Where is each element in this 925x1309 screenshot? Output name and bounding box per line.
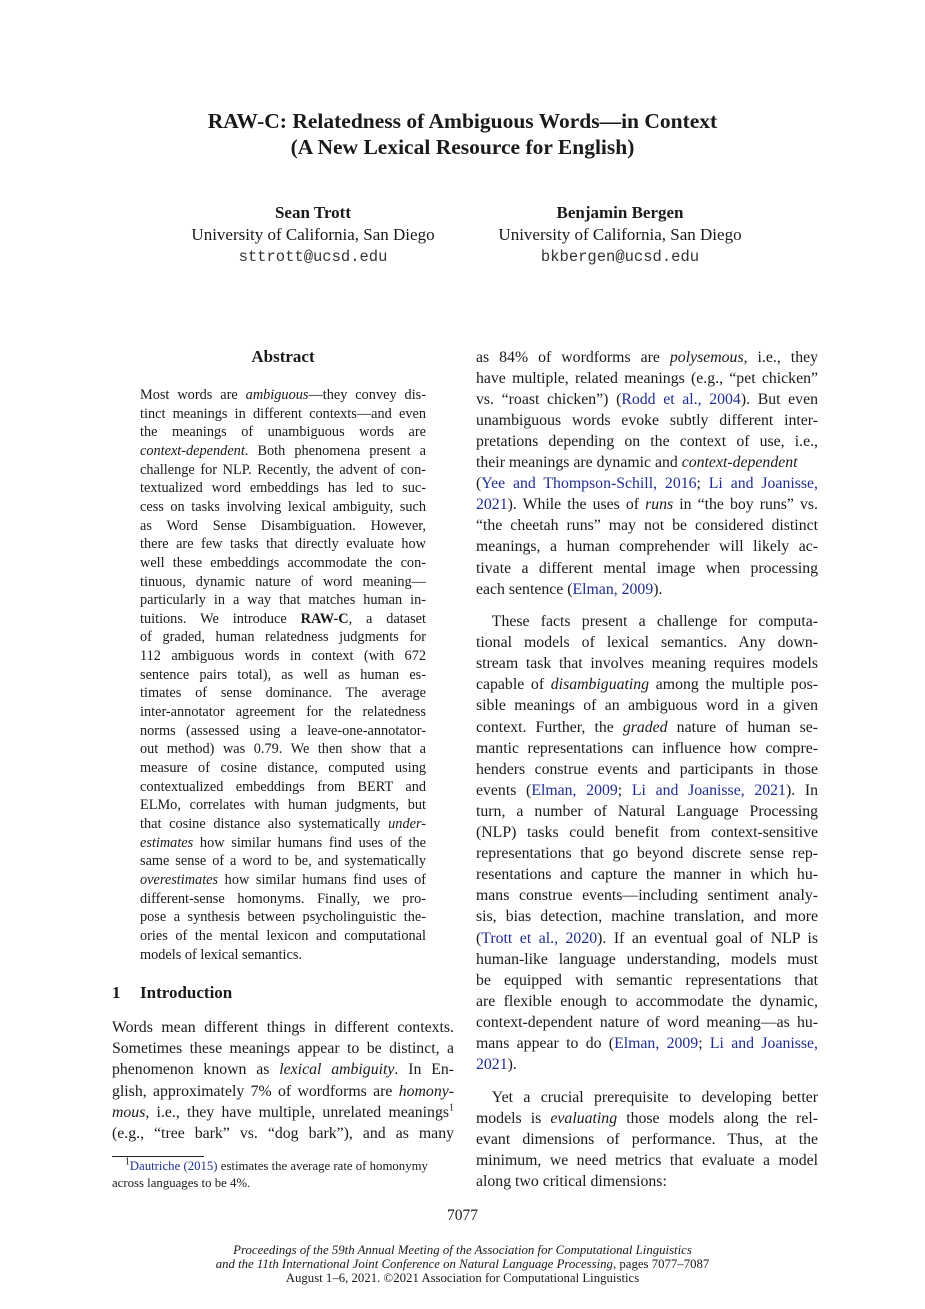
text-span: ( (476, 929, 482, 947)
text-line (476, 864, 818, 885)
text-line (476, 653, 818, 674)
citation-link[interactable]: Elman, 2009 (614, 1035, 699, 1052)
text-span: each sentence ( (476, 580, 573, 598)
text-line (476, 1054, 818, 1075)
text-span: tinct meanings in different contexts—and even (140, 405, 426, 422)
citation-link[interactable]: Elman, 2009 (531, 781, 618, 799)
text-span: context-dependent nature of word meaning—as hu- (476, 1013, 818, 1031)
text-span: ; (698, 1035, 710, 1052)
text-span: ). While the uses of (507, 496, 646, 514)
text-line (476, 1129, 818, 1150)
text-span: in “the boy runs” vs. (673, 496, 818, 514)
text-span: how similar humans find uses of the (193, 834, 426, 851)
citation-link[interactable]: Yee and Thompson-Schill, 2016 (481, 475, 697, 493)
page-number: 7077 (447, 1207, 478, 1224)
text-line (140, 628, 426, 647)
italic-term: disambiguating (550, 676, 650, 694)
author-name: Benjamin Bergen (556, 203, 684, 222)
citation-link[interactable]: Li and Joanisse, 2021 (631, 781, 786, 799)
text-span: , a dataset (348, 610, 426, 627)
citation-link[interactable]: Dautriche (2015) (129, 1159, 218, 1173)
text-span: well these embeddings accommodate the con- (140, 554, 426, 571)
text-line (140, 666, 426, 685)
bold-term: RAW-C (300, 610, 349, 627)
citation-link[interactable]: 2021 (476, 496, 508, 514)
text-span: “the cheetah runs” may not be considered distinct (476, 517, 818, 535)
text-line (140, 815, 426, 834)
text-span: ). (507, 1056, 517, 1074)
text-line (140, 796, 426, 815)
text-span: the meanings of unambiguous words are (140, 424, 426, 441)
text-line (476, 928, 818, 949)
text-line (476, 906, 818, 927)
paper-title-line-1: RAW-C: Relatedness of Ambiguous Words—in Context (207, 109, 718, 133)
text-line (112, 1123, 454, 1144)
text-span: ELMo, correlates with human judgments, but (140, 797, 426, 814)
italic-term: runs (645, 496, 674, 514)
text-line (140, 684, 426, 703)
italic-term: homony- (398, 1082, 454, 1100)
text-span: estimates the average rate of homonymy (217, 1159, 428, 1173)
text-line (476, 632, 818, 653)
text-line (476, 843, 818, 864)
text-line (476, 695, 818, 716)
text-line (112, 1102, 454, 1123)
text-line (476, 717, 818, 738)
text-span: glish, approximately 7% of wordforms are (112, 1082, 399, 1100)
text-span: minimum, we need metrics that evaluate a model (476, 1152, 818, 1170)
text-span: meanings, a human comprehender will likely ac- (476, 538, 818, 556)
text-line (140, 927, 426, 946)
text-span: mans construe events—including sentiment analy- (476, 887, 818, 905)
text-span: cess on tasks involving lexical ambiguity, such (140, 498, 426, 515)
author-email[interactable]: sttrott@ucsd.edu (238, 248, 388, 266)
text-span: timates of sense dominance. The average (140, 685, 426, 702)
text-span (112, 1159, 125, 1173)
text-line (140, 722, 426, 741)
text-span: how similar humans find uses of (218, 871, 426, 888)
text-span: Most words are (140, 387, 246, 403)
text-line (140, 479, 426, 498)
text-span: models is (476, 1110, 551, 1128)
text-span: tivate a different mental image when processing (476, 559, 818, 577)
text-span: events ( (476, 781, 532, 799)
text-line (476, 494, 818, 515)
section-title: Introduction (140, 983, 233, 1002)
text-line (140, 778, 426, 797)
section-number: 1 (112, 983, 121, 1002)
text-line (476, 801, 818, 822)
text-line (112, 1059, 454, 1080)
text-span: among the multiple pos- (649, 676, 818, 694)
text-line (140, 703, 426, 722)
text-span: representations that go beyond discrete sense rep- (476, 845, 818, 863)
text-span: , i.e., they (743, 349, 819, 366)
text-line (476, 473, 818, 494)
text-span: sible meanings of an ambiguous word in a given (476, 697, 818, 715)
venue-conference: and the 11th International Joint Conference on Natural Language Processing (215, 1257, 613, 1271)
text-span: These facts present a challenge for computa- (476, 613, 818, 630)
text-span: textualized word embeddings has led to suc- (140, 480, 426, 497)
text-span: ; (617, 781, 632, 799)
text-span: mantic representations can influence how compre- (476, 739, 818, 757)
italic-term: evaluating (550, 1110, 618, 1128)
text-line (476, 536, 818, 557)
section-heading-introduction (112, 983, 232, 1003)
text-line (112, 1158, 454, 1175)
text-line (476, 410, 818, 431)
text-line (140, 573, 426, 592)
italic-term: ambiguous (245, 387, 309, 403)
footnote-marker[interactable]: 1 (449, 1102, 454, 1114)
text-span: stream task that involves meaning requires models (476, 655, 818, 673)
text-span: nature of human se- (667, 718, 818, 736)
citation-link[interactable]: Elman, 2009 (572, 580, 654, 598)
text-line (140, 871, 426, 890)
text-line (476, 674, 818, 695)
italic-term: mous (112, 1103, 146, 1121)
text-span: pose a synthesis between psycholinguistic the- (140, 909, 426, 926)
text-line (112, 1017, 454, 1038)
text-span: contextualized embeddings from BERT and (140, 778, 426, 795)
text-span: ). (653, 580, 663, 598)
text-line (140, 535, 426, 554)
venue-line-3: August 1–6, 2021. ©2021 Association for Computational Linguistics (285, 1271, 640, 1285)
text-span: out method) was 0.79. We then show that a (140, 741, 426, 758)
author-affiliation: University of California, San Diego (191, 225, 435, 244)
italic-term: overestimates (140, 871, 219, 888)
venue-pages: , pages 7077–7087 (612, 1257, 710, 1271)
text-span: turn, a number of Natural Language Processing (476, 802, 818, 820)
text-span: same sense of a word to be, and systematically (140, 853, 426, 870)
text-span: Words mean different things in different contexts. (112, 1019, 454, 1036)
text-line (476, 970, 818, 991)
italic-term: polysemous (669, 349, 744, 366)
text-span: ( (476, 475, 482, 493)
venue-line-2 (0, 1258, 925, 1272)
text-line (476, 1012, 818, 1033)
text-span: that cosine distance also systematically (140, 815, 389, 832)
text-span: unambiguous words evoke subtly different inter- (476, 412, 818, 430)
text-line (476, 1087, 818, 1108)
text-span: sentence pairs total), as well as human es- (140, 666, 426, 683)
text-span: models of lexical semantics. (140, 946, 302, 963)
text-line (140, 461, 426, 480)
citation-link[interactable]: Rodd et al., 2004 (621, 391, 741, 409)
text-line (476, 579, 818, 600)
text-line (140, 517, 426, 536)
citation-link[interactable]: 2021 (476, 1056, 508, 1074)
text-line (476, 738, 818, 759)
text-span: , i.e., they have multiple, unrelated meanings (145, 1103, 449, 1121)
text-span: . In En- (394, 1061, 454, 1079)
citation-link[interactable]: Li and Joanisse, (708, 475, 818, 493)
text-span: Sometimes these meanings appear to be distinct, a (112, 1040, 454, 1058)
text-span: tuitions. We introduce (140, 610, 301, 627)
italic-term: lexical ambiguity (279, 1061, 395, 1079)
text-line (140, 591, 426, 610)
text-line (476, 822, 818, 843)
citation-link[interactable]: Trott et al., 2020 (481, 929, 598, 947)
text-line (140, 647, 426, 666)
text-line (476, 1108, 818, 1129)
author-email[interactable]: bkbergen@ucsd.edu (540, 248, 700, 266)
text-line (140, 834, 426, 853)
text-span: context. Further, the (476, 718, 623, 736)
text-span: tional models of lexical semantics. Any down- (476, 634, 818, 652)
author-block-1 (153, 202, 473, 268)
text-line (476, 452, 818, 473)
text-line (140, 890, 426, 909)
text-span: sis, bias detection, machine translation, and more (476, 908, 818, 926)
text-span: (NLP) tasks could benefit from context-sensitive (476, 824, 818, 841)
text-span: norms (assessed using a leave-one-annotator- (140, 722, 426, 739)
author-name: Sean Trott (274, 203, 352, 222)
text-span: ories of the mental lexicon and computational (140, 927, 426, 944)
text-line (140, 405, 426, 424)
paper-title-line-2: (A New Lexical Resource for English) (290, 135, 635, 159)
text-span: . Both phenomena present a (244, 442, 426, 459)
text-line (476, 780, 818, 801)
text-line (140, 498, 426, 517)
footnote-marker[interactable]: 1 (124, 1156, 130, 1168)
italic-term: context-dependent (681, 454, 798, 472)
text-line (476, 759, 818, 780)
text-line (140, 759, 426, 778)
text-span: phenomenon known as (112, 1061, 280, 1079)
text-span: henders construe events and participants in those (476, 760, 818, 778)
text-span: ; (696, 475, 709, 493)
abstract-heading: Abstract (251, 347, 315, 366)
text-line (476, 389, 818, 410)
text-span: human-like language understanding, models must (476, 950, 818, 968)
text-span: resentations and capture the manner in which hu- (476, 866, 818, 884)
citation-link[interactable]: Li and Joanisse, (709, 1035, 818, 1052)
text-span: measure of cosine distance, computed using (140, 760, 426, 776)
text-line (140, 852, 426, 871)
text-span: capable of (476, 676, 551, 694)
text-line (140, 610, 426, 629)
italic-term: estimates (140, 834, 194, 851)
text-span: their meanings are dynamic and (476, 454, 682, 472)
text-span: Yet a crucial prerequisite to developing better (476, 1089, 818, 1106)
text-span: there are few tasks that directly evaluate how (140, 536, 426, 553)
text-line (476, 347, 818, 368)
text-line (140, 442, 426, 461)
text-line (112, 1081, 454, 1102)
text-line (112, 1038, 454, 1059)
text-span: challenge for NLP. Recently, the advent of con- (140, 461, 426, 478)
text-line (476, 558, 818, 579)
text-line (476, 885, 818, 906)
text-span: as Word Sense Disambiguation. However, (140, 517, 426, 534)
text-span: along two critical dimensions: (476, 1173, 667, 1191)
author-block-2 (460, 202, 780, 268)
italic-term: under- (388, 815, 426, 832)
text-line (140, 554, 426, 573)
text-span: mans appear to do ( (476, 1035, 615, 1052)
text-line (140, 423, 426, 442)
text-span: 112 ambiguous words in context (with 672 (140, 648, 426, 665)
text-span: are flexible enough to accommodate the dynamic, (476, 992, 818, 1010)
text-span: ). But even (740, 391, 818, 409)
text-line (140, 740, 426, 759)
text-line (140, 386, 426, 405)
text-span: pretations depending on the context of use, i.e., (476, 433, 818, 451)
text-line (476, 515, 818, 536)
text-line (140, 908, 426, 927)
venue-line-1 (0, 1244, 925, 1258)
text-span: have multiple, related meanings (e.g., “pet chicken” (476, 370, 818, 388)
italic-term: graded (622, 718, 668, 736)
text-span: be equipped with semantic representations that (476, 971, 818, 989)
text-span: particularly in a way that matches human in- (140, 592, 426, 609)
text-line (476, 431, 818, 452)
text-span: vs. “roast chicken”) ( (476, 391, 622, 409)
text-span: ). In (785, 781, 819, 799)
venue-proceedings: Proceedings of the 59th Annual Meeting of the Association for Computational Linguistics (233, 1243, 692, 1257)
text-span: across languages to be 4%. (112, 1176, 251, 1190)
text-span: evant dimensions of performance. Thus, at the (476, 1131, 818, 1149)
text-span: as 84% of wordforms are (476, 349, 670, 366)
text-line (476, 1150, 818, 1171)
text-line (476, 1033, 818, 1054)
text-line (476, 991, 818, 1012)
text-span: inter-annotator agreement for the relatedness (140, 704, 426, 721)
text-span: —they convey dis- (308, 387, 426, 403)
text-line (476, 1171, 818, 1192)
italic-term: context-dependent (140, 442, 245, 459)
text-line (112, 1175, 454, 1192)
text-span: tinuous, dynamic nature of word meaning— (140, 573, 426, 590)
text-line (476, 368, 818, 389)
text-span: of graded, human relatedness judgments for (140, 629, 426, 646)
text-line (476, 949, 818, 970)
author-affiliation: University of California, San Diego (498, 225, 742, 244)
text-span: ). If an eventual goal of NLP is (597, 929, 818, 947)
text-line (140, 946, 426, 965)
text-span: those models along the rel- (617, 1110, 818, 1128)
text-span: different-sense homonyms. Finally, we pro- (140, 890, 426, 907)
text-span: (e.g., “tree bark” vs. “dog bark”), and as many (112, 1125, 454, 1142)
text-line (476, 611, 818, 632)
